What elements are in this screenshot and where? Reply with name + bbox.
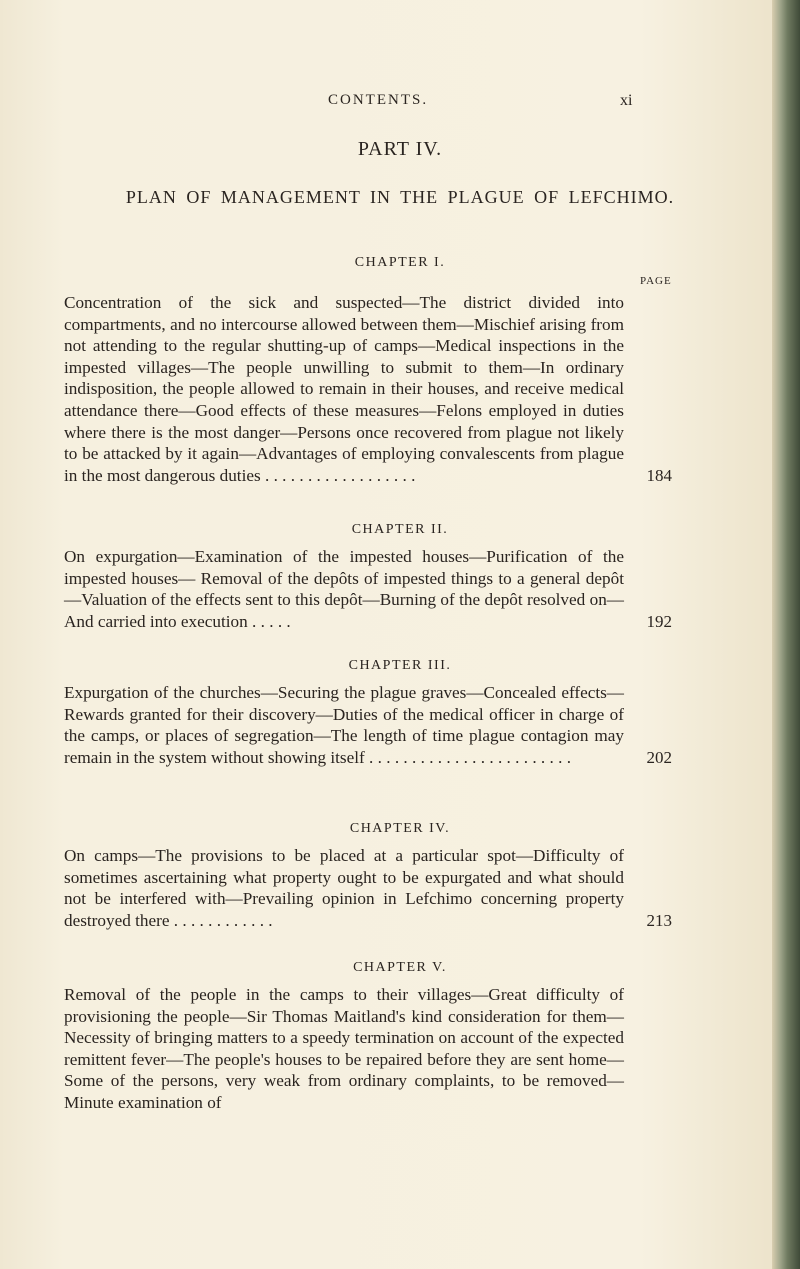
entry-page-number: 213 — [646, 910, 672, 930]
chapter-heading: CHAPTER I. — [354, 255, 446, 270]
running-head-title: CONTENTS. — [328, 92, 429, 108]
entry-text: Expurgation of the churches—Securing the plague graves—Concealed effects—Rewards granted for their discovery—Duties of the medical officer in charge of the camps, or places of segregation—The length of time plague contagion may remain in the system without showing itself . . . . . . . . . . . . . . . . . . . . . . . . — [64, 683, 624, 767]
entry-page-number: 202 — [646, 747, 672, 767]
contents-entry — [64, 292, 672, 486]
page-column-label: PAGE — [640, 275, 672, 287]
entry-text: Concentration of the sick and suspected—The district divided into compartments, and no intercourse allowed between them—Mischief arising from not attending to the regular shutting-up of camps—Medical inspections in the impested villages—The people unwilling to submit to them—In ordinary indisposition, the people allowed to remain in their houses, and receive medical attendance there—Good effects of these measures—Felons employed in duties where there is the most danger—Persons once recovered from plague not likely to be attacked by it again—Advantages of employing convalescents from plague in the most dangerous duties . . . . . . . . . . . . . . . . . . — [64, 293, 624, 485]
entry-text: On expurgation—Examination of the impested houses—Purification of the impested houses— Removal of the depôts of impested things to a general depôt—Valuation of the effects sent to this depôt—Burning of the depôt resolved on—And carried into execution . . . . . — [64, 547, 624, 631]
contents-entry — [64, 984, 664, 1114]
entry-text: Removal of the people in the camps to their villages—Great difficulty of provisioning the people—Sir Thomas Maitland's kind consideration for them—Necessity of bringing matters to a speedy termination on account of the expected remittent fever—The people's houses to be repaired before they are sent home—Some of the persons, very weak from ordinary complaints, to be removed—Minute examination of — [64, 985, 624, 1112]
contents-entry — [64, 845, 672, 931]
contents-entry — [64, 546, 672, 632]
part-title: PART IV. — [357, 138, 443, 160]
page-folio: xi — [620, 92, 633, 109]
chapter-heading: CHAPTER IV. — [349, 821, 451, 836]
entry-text: On camps—The provisions to be placed at a particular spot—Difficulty of sometimes ascertaining what property ought to be expurgated and what should not be interfered with—Prevailing opinion in Lefchimo concerning property destroyed there . . . . . . . . . . . . — [64, 846, 624, 930]
contents-entry — [64, 682, 672, 768]
chapter-heading: CHAPTER III. — [348, 658, 452, 673]
chapter-heading: CHAPTER II. — [351, 522, 449, 537]
running-head — [0, 92, 800, 116]
chapter-heading: CHAPTER V. — [353, 960, 447, 975]
entry-page-number: 184 — [646, 465, 672, 485]
plan-title: PLAN OF MANAGEMENT IN THE PLAGUE OF LEFCHIMO. — [125, 187, 675, 207]
entry-page-number: 192 — [646, 611, 672, 631]
